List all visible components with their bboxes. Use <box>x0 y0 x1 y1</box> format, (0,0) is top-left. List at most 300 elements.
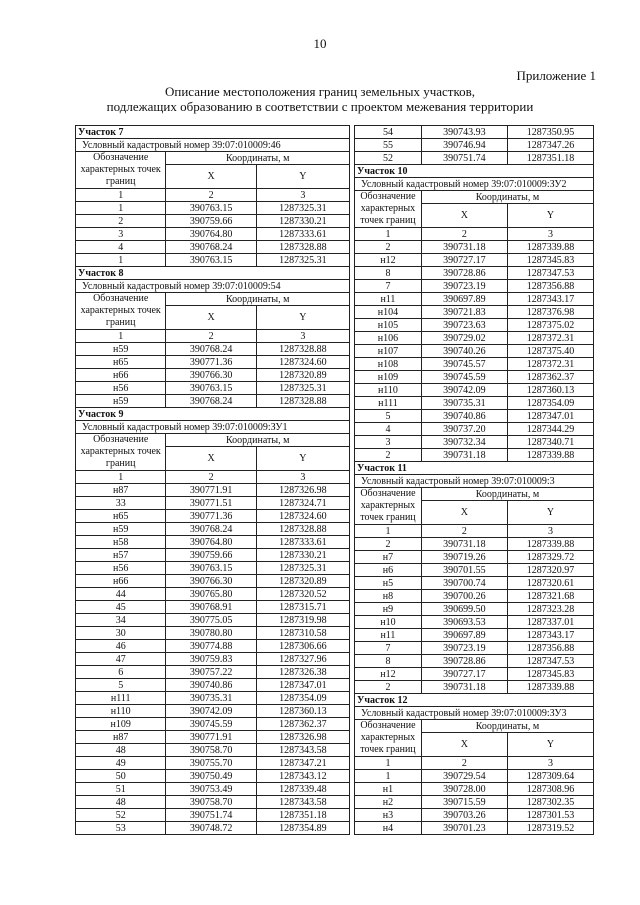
y-coordinate: 1287343.17 <box>507 629 593 642</box>
x-coordinate: 390758.70 <box>166 744 256 757</box>
table-row <box>76 744 350 757</box>
x-coordinate: 390764.80 <box>166 228 256 241</box>
y-coordinate: 1287345.83 <box>507 668 593 681</box>
point-name: н105 <box>355 319 422 332</box>
table-row <box>76 254 350 267</box>
table-row <box>76 369 350 382</box>
table-row <box>355 358 594 371</box>
y-coordinate: 1287347.53 <box>507 267 593 280</box>
point-name: н9 <box>355 603 422 616</box>
y-coordinate: 1287351.18 <box>507 152 593 165</box>
parcel-title-row <box>76 408 350 421</box>
parcel-title-row <box>76 126 350 139</box>
left-coordinates-table <box>75 125 350 835</box>
x-coordinate: 390780.80 <box>166 627 256 640</box>
table-row <box>76 627 350 640</box>
x-coordinate: 390771.91 <box>166 484 256 497</box>
point-name: 2 <box>355 538 422 551</box>
column-number: 1 <box>76 330 166 343</box>
cadastral-number: Условный кадастровый номер 39:07:010009:ЗУ1 <box>76 421 350 434</box>
point-name: 4 <box>355 423 422 436</box>
cadastral-number: Условный кадастровый номер 39:07:010009:ЗУ2 <box>355 178 594 191</box>
table-row <box>76 588 350 601</box>
point-name: 47 <box>76 653 166 666</box>
y-coordinate: 1287323.28 <box>507 603 593 616</box>
y-coordinate: 1287347.53 <box>507 655 593 668</box>
x-coordinate: 390763.15 <box>166 254 256 267</box>
x-coordinate: 390729.02 <box>421 332 507 345</box>
table-row <box>355 423 594 436</box>
point-name: н104 <box>355 306 422 319</box>
appendix-label: Приложение 1 <box>516 68 596 83</box>
left-column <box>75 125 350 835</box>
x-coordinate: 390771.51 <box>166 497 256 510</box>
x-coordinate: 390735.31 <box>166 692 256 705</box>
table-row <box>76 718 350 731</box>
header-x: X <box>421 733 507 757</box>
parcel-title-row <box>355 165 594 178</box>
point-name: 44 <box>76 588 166 601</box>
table-row <box>355 655 594 668</box>
y-coordinate: 1287319.98 <box>256 614 349 627</box>
point-name: 55 <box>355 139 422 152</box>
y-coordinate: 1287347.01 <box>256 679 349 692</box>
x-coordinate: 390771.36 <box>166 510 256 523</box>
parcel-title-row <box>355 694 594 707</box>
y-coordinate: 1287328.88 <box>256 395 349 408</box>
parcel-title: Участок 8 <box>76 267 350 280</box>
x-coordinate: 390768.24 <box>166 343 256 356</box>
column-number: 1 <box>355 228 422 241</box>
point-name: 1 <box>76 202 166 215</box>
x-coordinate: 390699.50 <box>421 603 507 616</box>
y-coordinate: 1287375.02 <box>507 319 593 332</box>
x-coordinate: 390727.17 <box>421 668 507 681</box>
x-coordinate: 390728.00 <box>421 783 507 796</box>
table-row <box>355 564 594 577</box>
point-name: н65 <box>76 510 166 523</box>
y-coordinate: 1287324.60 <box>256 510 349 523</box>
x-coordinate: 390721.83 <box>421 306 507 319</box>
x-coordinate: 390755.70 <box>166 757 256 770</box>
table-row <box>76 241 350 254</box>
x-coordinate: 390731.18 <box>421 538 507 551</box>
point-name: 45 <box>76 601 166 614</box>
x-coordinate: 390757.22 <box>166 666 256 679</box>
point-name: н110 <box>355 384 422 397</box>
x-coordinate: 390740.86 <box>421 410 507 423</box>
table-row <box>355 152 594 165</box>
table-header-row <box>76 152 350 165</box>
table-row <box>76 757 350 770</box>
table-header-row <box>355 191 594 204</box>
table-row <box>76 692 350 705</box>
x-coordinate: 390748.72 <box>166 822 256 835</box>
right-coordinates-table <box>354 125 594 835</box>
table-row <box>76 562 350 575</box>
point-name: н12 <box>355 254 422 267</box>
table-row <box>76 666 350 679</box>
point-name: н87 <box>76 484 166 497</box>
table-row <box>76 640 350 653</box>
table-row <box>355 577 594 590</box>
y-coordinate: 1287354.09 <box>256 692 349 705</box>
x-coordinate: 390727.17 <box>421 254 507 267</box>
point-name: н59 <box>76 523 166 536</box>
point-name: 48 <box>76 796 166 809</box>
column-number: 2 <box>421 228 507 241</box>
table-row <box>76 202 350 215</box>
cadastral-number: Условный кадастровый номер 39:07:010009:ЗУ3 <box>355 707 594 720</box>
point-name: 52 <box>76 809 166 822</box>
header-y: Y <box>507 204 593 228</box>
table-row <box>355 371 594 384</box>
point-name: 1 <box>76 254 166 267</box>
table-row <box>355 629 594 642</box>
table-row <box>76 653 350 666</box>
document-title <box>0 84 640 114</box>
table-row <box>76 601 350 614</box>
x-coordinate: 390731.18 <box>421 681 507 694</box>
x-coordinate: 390729.54 <box>421 770 507 783</box>
table-row <box>355 538 594 551</box>
table-row <box>76 497 350 510</box>
y-coordinate: 1287325.31 <box>256 382 349 395</box>
header-point-name: Обозначение характерных точек границ <box>355 191 422 228</box>
y-coordinate: 1287330.21 <box>256 215 349 228</box>
y-coordinate: 1287328.88 <box>256 343 349 356</box>
table-row <box>355 642 594 655</box>
x-coordinate: 390768.24 <box>166 241 256 254</box>
x-coordinate: 390737.20 <box>421 423 507 436</box>
x-coordinate: 390731.18 <box>421 241 507 254</box>
table-row <box>355 616 594 629</box>
point-name: 49 <box>76 757 166 770</box>
header-x: X <box>421 501 507 525</box>
cadastral-row <box>355 178 594 191</box>
table-row <box>76 382 350 395</box>
y-coordinate: 1287343.58 <box>256 744 349 757</box>
point-name: 1 <box>355 770 422 783</box>
table-row <box>76 679 350 692</box>
table-header-row <box>355 720 594 733</box>
x-coordinate: 390723.19 <box>421 280 507 293</box>
point-name: н66 <box>76 369 166 382</box>
column-number: 2 <box>166 471 256 484</box>
x-coordinate: 390735.31 <box>421 397 507 410</box>
y-coordinate: 1287339.88 <box>507 449 593 462</box>
y-coordinate: 1287339.88 <box>507 241 593 254</box>
point-name: 8 <box>355 655 422 668</box>
point-name: н87 <box>76 731 166 744</box>
header-y: Y <box>256 165 349 189</box>
table-row <box>355 126 594 139</box>
x-coordinate: 390759.66 <box>166 549 256 562</box>
y-coordinate: 1287339.48 <box>256 783 349 796</box>
point-name: н10 <box>355 616 422 629</box>
y-coordinate: 1287326.38 <box>256 666 349 679</box>
header-coordinates: Координаты, м <box>421 488 593 501</box>
table-row <box>355 603 594 616</box>
table-row <box>76 228 350 241</box>
table-row <box>76 575 350 588</box>
table-row <box>355 319 594 332</box>
point-name: н59 <box>76 343 166 356</box>
point-name: н11 <box>355 629 422 642</box>
y-coordinate: 1287325.31 <box>256 254 349 267</box>
column-number: 1 <box>76 189 166 202</box>
y-coordinate: 1287324.71 <box>256 497 349 510</box>
column-numbers-row <box>76 330 350 343</box>
point-name: 48 <box>76 744 166 757</box>
table-row <box>76 523 350 536</box>
y-coordinate: 1287327.96 <box>256 653 349 666</box>
parcel-title: Участок 12 <box>355 694 594 707</box>
x-coordinate: 390759.66 <box>166 215 256 228</box>
column-number: 1 <box>355 525 422 538</box>
table-row <box>76 705 350 718</box>
table-row <box>76 796 350 809</box>
column-number: 2 <box>421 757 507 770</box>
table-row <box>355 280 594 293</box>
cadastral-row <box>355 475 594 488</box>
parcel-title: Участок 7 <box>76 126 350 139</box>
x-coordinate: 390751.74 <box>421 152 507 165</box>
y-coordinate: 1287350.95 <box>507 126 593 139</box>
header-coordinates: Координаты, м <box>421 191 593 204</box>
x-coordinate: 390731.18 <box>421 449 507 462</box>
point-name: н106 <box>355 332 422 345</box>
point-name: н57 <box>76 549 166 562</box>
x-coordinate: 390728.86 <box>421 655 507 668</box>
table-row <box>355 822 594 835</box>
x-coordinate: 390759.83 <box>166 653 256 666</box>
x-coordinate: 390743.93 <box>421 126 507 139</box>
x-coordinate: 390768.24 <box>166 523 256 536</box>
x-coordinate: 390765.80 <box>166 588 256 601</box>
header-coordinates: Координаты, м <box>421 720 593 733</box>
x-coordinate: 390715.59 <box>421 796 507 809</box>
point-name: н66 <box>76 575 166 588</box>
parcel-title: Участок 9 <box>76 408 350 421</box>
x-coordinate: 390742.09 <box>166 705 256 718</box>
x-coordinate: 390763.15 <box>166 202 256 215</box>
y-coordinate: 1287337.01 <box>507 616 593 629</box>
x-coordinate: 390719.26 <box>421 551 507 564</box>
x-coordinate: 390745.59 <box>166 718 256 731</box>
x-coordinate: 390775.05 <box>166 614 256 627</box>
point-name: 51 <box>76 783 166 796</box>
cadastral-number: Условный кадастровый номер 39:07:010009:46 <box>76 139 350 152</box>
point-name: 5 <box>76 679 166 692</box>
x-coordinate: 390771.36 <box>166 356 256 369</box>
x-coordinate: 390740.86 <box>166 679 256 692</box>
point-name: н7 <box>355 551 422 564</box>
point-name: н110 <box>76 705 166 718</box>
y-coordinate: 1287308.96 <box>507 783 593 796</box>
x-coordinate: 390701.23 <box>421 822 507 835</box>
x-coordinate: 390766.30 <box>166 369 256 382</box>
x-coordinate: 390750.49 <box>166 770 256 783</box>
y-coordinate: 1287328.88 <box>256 241 349 254</box>
header-y: Y <box>256 447 349 471</box>
header-point-name: Обозначение характерных точек границ <box>76 434 166 471</box>
point-name: 7 <box>355 280 422 293</box>
y-coordinate: 1287333.61 <box>256 228 349 241</box>
y-coordinate: 1287354.89 <box>256 822 349 835</box>
table-row <box>355 241 594 254</box>
point-name: н1 <box>355 783 422 796</box>
cadastral-number: Условный кадастровый номер 39:07:010009:3 <box>355 475 594 488</box>
y-coordinate: 1287347.01 <box>507 410 593 423</box>
y-coordinate: 1287345.83 <box>507 254 593 267</box>
table-header-row <box>355 488 594 501</box>
x-coordinate: 390697.89 <box>421 293 507 306</box>
point-name: н56 <box>76 562 166 575</box>
x-coordinate: 390764.80 <box>166 536 256 549</box>
parcel-title-row <box>76 267 350 280</box>
y-coordinate: 1287339.88 <box>507 681 593 694</box>
y-coordinate: 1287320.97 <box>507 564 593 577</box>
x-coordinate: 390768.91 <box>166 601 256 614</box>
x-coordinate: 390746.94 <box>421 139 507 152</box>
point-name: н2 <box>355 796 422 809</box>
table-row <box>355 397 594 410</box>
x-coordinate: 390701.55 <box>421 564 507 577</box>
y-coordinate: 1287320.89 <box>256 369 349 382</box>
y-coordinate: 1287310.58 <box>256 627 349 640</box>
x-coordinate: 390723.19 <box>421 642 507 655</box>
cadastral-number: Условный кадастровый номер 39:07:010009:54 <box>76 280 350 293</box>
column-numbers-row <box>355 525 594 538</box>
point-name: н12 <box>355 668 422 681</box>
y-coordinate: 1287351.18 <box>256 809 349 822</box>
table-row <box>76 510 350 523</box>
x-coordinate: 390703.26 <box>421 809 507 822</box>
column-number: 1 <box>355 757 422 770</box>
y-coordinate: 1287347.26 <box>507 139 593 152</box>
parcel-title: Участок 11 <box>355 462 594 475</box>
header-x: X <box>166 165 256 189</box>
column-numbers-row <box>355 228 594 241</box>
table-row <box>76 614 350 627</box>
point-name: н59 <box>76 395 166 408</box>
y-coordinate: 1287356.88 <box>507 642 593 655</box>
table-row <box>355 410 594 423</box>
column-number: 2 <box>421 525 507 538</box>
header-y: Y <box>507 501 593 525</box>
x-coordinate: 390768.24 <box>166 395 256 408</box>
point-name: н111 <box>76 692 166 705</box>
point-name: н4 <box>355 822 422 835</box>
column-number: 3 <box>256 330 349 343</box>
column-numbers-row <box>355 757 594 770</box>
point-name: н56 <box>76 382 166 395</box>
point-name: 33 <box>76 497 166 510</box>
x-coordinate: 390700.74 <box>421 577 507 590</box>
cadastral-row <box>76 280 350 293</box>
y-coordinate: 1287360.13 <box>256 705 349 718</box>
y-coordinate: 1287343.12 <box>256 770 349 783</box>
column-number: 2 <box>166 330 256 343</box>
y-coordinate: 1287324.60 <box>256 356 349 369</box>
header-coordinates: Координаты, м <box>166 293 350 306</box>
point-name: 2 <box>76 215 166 228</box>
parcel-title-row <box>355 462 594 475</box>
cadastral-row <box>355 707 594 720</box>
table-row <box>355 267 594 280</box>
table-row <box>76 536 350 549</box>
table-row <box>76 484 350 497</box>
x-coordinate: 390763.15 <box>166 562 256 575</box>
table-row <box>355 384 594 397</box>
header-point-name: Обозначение характерных точек границ <box>76 293 166 330</box>
y-coordinate: 1287325.31 <box>256 202 349 215</box>
y-coordinate: 1287375.40 <box>507 345 593 358</box>
table-row <box>355 681 594 694</box>
y-coordinate: 1287309.64 <box>507 770 593 783</box>
header-point-name: Обозначение характерных точек границ <box>355 720 422 757</box>
y-coordinate: 1287329.72 <box>507 551 593 564</box>
y-coordinate: 1287325.31 <box>256 562 349 575</box>
table-row <box>76 731 350 744</box>
x-coordinate: 390771.91 <box>166 731 256 744</box>
y-coordinate: 1287376.98 <box>507 306 593 319</box>
y-coordinate: 1287360.13 <box>507 384 593 397</box>
table-header-row <box>76 434 350 447</box>
right-column <box>354 125 594 835</box>
x-coordinate: 390766.30 <box>166 575 256 588</box>
point-name: 50 <box>76 770 166 783</box>
y-coordinate: 1287320.52 <box>256 588 349 601</box>
x-coordinate: 390763.15 <box>166 382 256 395</box>
x-coordinate: 390732.34 <box>421 436 507 449</box>
header-x: X <box>166 447 256 471</box>
y-coordinate: 1287344.29 <box>507 423 593 436</box>
column-number: 2 <box>166 189 256 202</box>
point-name: н109 <box>76 718 166 731</box>
point-name: 6 <box>76 666 166 679</box>
table-row <box>355 436 594 449</box>
column-number: 3 <box>507 757 593 770</box>
x-coordinate: 390774.88 <box>166 640 256 653</box>
point-name: н58 <box>76 536 166 549</box>
table-row <box>355 449 594 462</box>
column-number: 3 <box>507 525 593 538</box>
table-row <box>76 822 350 835</box>
y-coordinate: 1287333.61 <box>256 536 349 549</box>
y-coordinate: 1287372.31 <box>507 332 593 345</box>
y-coordinate: 1287343.58 <box>256 796 349 809</box>
y-coordinate: 1287354.09 <box>507 397 593 410</box>
table-row <box>76 809 350 822</box>
header-x: X <box>166 306 256 330</box>
point-name: н3 <box>355 809 422 822</box>
table-row <box>76 395 350 408</box>
header-x: X <box>421 204 507 228</box>
parcel-title: Участок 10 <box>355 165 594 178</box>
x-coordinate: 390728.86 <box>421 267 507 280</box>
y-coordinate: 1287372.31 <box>507 358 593 371</box>
column-numbers-row <box>76 471 350 484</box>
point-name: н107 <box>355 345 422 358</box>
y-coordinate: 1287315.71 <box>256 601 349 614</box>
x-coordinate: 390751.74 <box>166 809 256 822</box>
y-coordinate: 1287362.37 <box>256 718 349 731</box>
x-coordinate: 390697.89 <box>421 629 507 642</box>
column-number: 1 <box>76 471 166 484</box>
y-coordinate: 1287319.52 <box>507 822 593 835</box>
